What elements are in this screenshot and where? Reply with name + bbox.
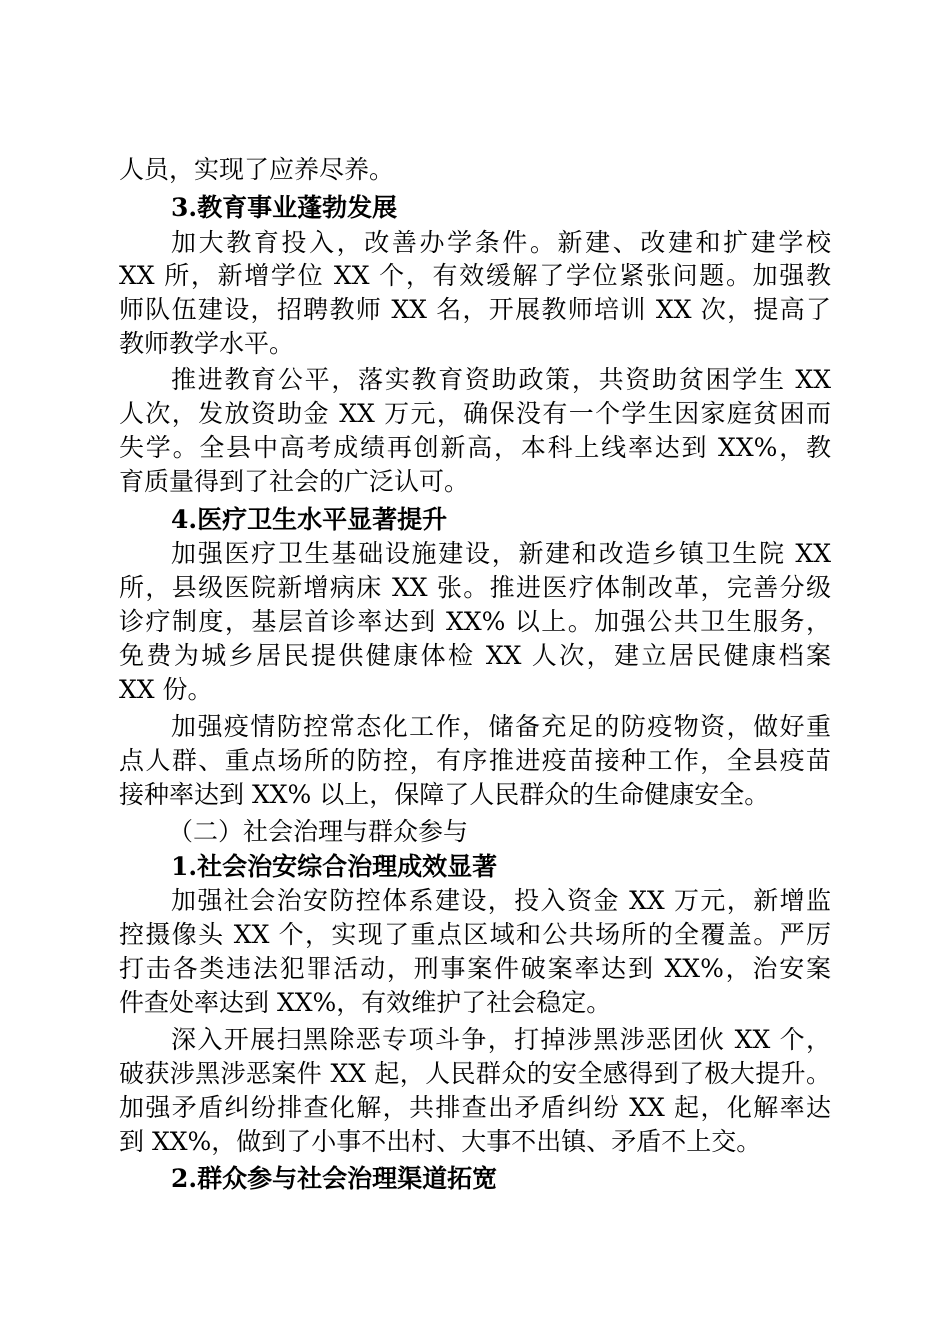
paragraph-line: 控摄像头 XX 个，实现了重点区域和公共场所的全覆盖。严厉 [119, 920, 831, 949]
paragraph-line: 加强社会治安防控体系建设，投入资金 XX 万元，新增监 [171, 886, 831, 915]
paragraph-line: 诊疗制度，基层首诊率达到 XX% 以上。加强公共卫生服务， [119, 607, 831, 636]
paragraph-line: 加强疫情防控常态化工作，储备充足的防疫物资，做好重 [171, 712, 831, 741]
paragraph-line: XX 份。 [119, 675, 213, 704]
paragraph-line: 到 XX%，做到了小事不出村、大事不出镇、矛盾不上交。 [119, 1127, 762, 1156]
paragraph-line: 人次，发放资助金 XX 万元，确保没有一个学生因家庭贫困而 [119, 399, 831, 428]
paragraph-line: 深入开展扫黑除恶专项斗争，打掉涉黑涉恶团伙 XX 个， [171, 1025, 831, 1054]
paragraph-line: 所，县级医院新增病床 XX 张。推进医疗体制改革，完善分级 [119, 573, 831, 602]
paragraph-line: 打击各类违法犯罪活动，刑事案件破案率达到 XX%，治安案 [119, 954, 831, 983]
paragraph-line: 推进教育公平，落实教育资助政策，共资助贫困学生 XX [171, 365, 831, 394]
paragraph-line: 件查处率达到 XX%，有效维护了社会稳定。 [119, 988, 612, 1017]
paragraph-line: 师队伍建设，招聘教师 XX 名，开展教师培训 XX 次，提高了 [119, 295, 831, 324]
subsection-title: （二）社会治理与群众参与 [168, 817, 469, 846]
paragraph-line: 失学。全县中高考成绩再创新高，本科上线率达到 XX%，教 [119, 433, 831, 462]
section-heading-healthcare: 4.医疗卫生水平显著提升 [171, 505, 448, 534]
paragraph-line: 育质量得到了社会的广泛认可。 [119, 467, 470, 496]
paragraph-line: XX 所，新增学位 XX 个，有效缓解了学位紧张问题。加强教 [119, 261, 831, 290]
paragraph-line: 破获涉黑涉恶案件 XX 起，人民群众的安全感得到了极大提升。 [119, 1059, 831, 1088]
paragraph-line: 加大教育投入，改善办学条件。新建、改建和扩建学校 [171, 228, 831, 257]
paragraph-line: 免费为城乡居民提供健康体检 XX 人次，建立居民健康档案 [119, 641, 831, 670]
section-heading-public-participation: 2.群众参与社会治理渠道拓宽 [171, 1164, 498, 1193]
section-heading-education: 3.教育事业蓬勃发展 [171, 193, 398, 222]
paragraph-line: 加强医疗卫生基础设施建设，新建和改造乡镇卫生院 XX [171, 539, 831, 568]
paragraph-line: 人员，实现了应养尽养。 [119, 155, 395, 184]
paragraph-line: 接种率达到 XX% 以上，保障了人民群众的生命健康安全。 [119, 780, 770, 809]
paragraph-line: 教师教学水平。 [119, 329, 295, 358]
paragraph-line: 点人群、重点场所的防控，有序推进疫苗接种工作，全县疫苗 [119, 746, 831, 775]
paragraph-line: 加强矛盾纠纷排查化解，共排查出矛盾纠纷 XX 起，化解率达 [119, 1093, 831, 1122]
section-heading-public-security: 1.社会治安综合治理成效显著 [171, 852, 498, 881]
